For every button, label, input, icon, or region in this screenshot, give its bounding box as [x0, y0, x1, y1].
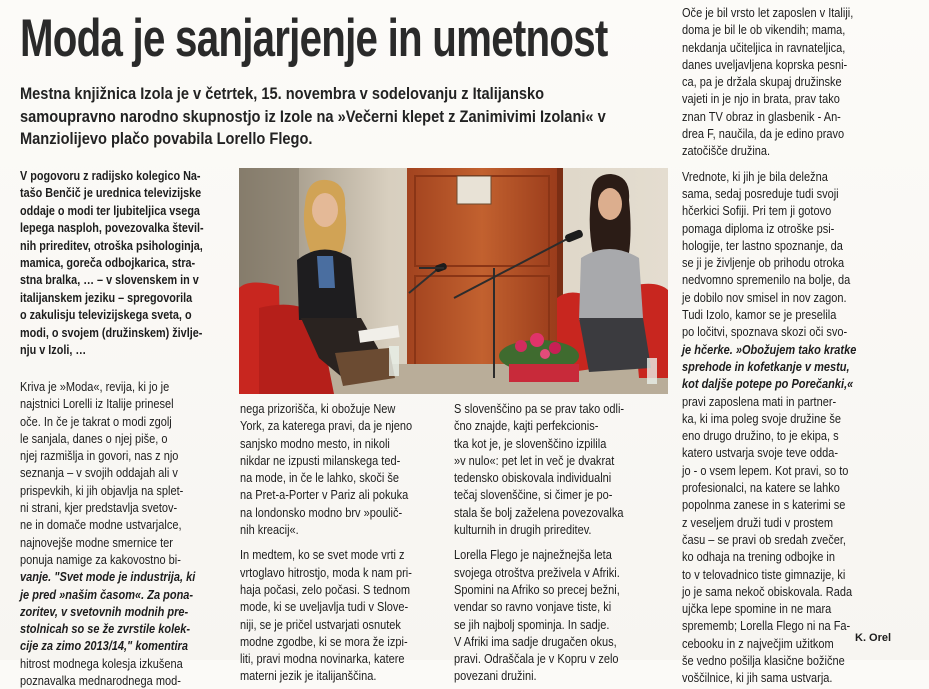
- lead-line: samoupravno narodno skupnostjo iz Izole na »Večerni klepet z Zanimivimi Izolani« v: [20, 106, 606, 126]
- article-line: Spomini na Afriko so precej bežni,: [454, 581, 620, 597]
- article-line: sama, sedaj posreduje tudi svoji: [682, 185, 839, 201]
- article-line: Oče je bil vrsto let zaposlen v Italiji,: [682, 5, 854, 20]
- article-line: eno drugo družino, to je ekipa, s: [682, 428, 839, 444]
- article-line: je dobilo nov smisel in nov zagon.: [682, 289, 847, 305]
- article-line: mode, ki se uveljavlja tudi v Slove-: [240, 599, 409, 615]
- article-line: voščilnice, ki jih sama ustvarja.: [682, 670, 833, 686]
- article-line: po ločitvi, spoznava skozi oči svo-: [682, 324, 848, 340]
- article-line: na mode, in če le lahko, skoči še: [240, 470, 400, 486]
- article-line: ko odhaja na trening odbojke in: [682, 549, 835, 565]
- article-line: nih kreacij«.: [240, 522, 299, 538]
- article-line: hologije, ter lastno spoznanje, da: [682, 237, 843, 253]
- headline: Moda je sanjarjenje in umetnost: [20, 9, 608, 68]
- article-line: poznavalka mednarodnega mod-: [20, 673, 181, 689]
- article-line: kulturnih in drugih prireditev.: [454, 522, 592, 538]
- article-column-4: [682, 4, 922, 687]
- interview-photo: [239, 168, 668, 394]
- article-line: sprehode in kofetkanje v mestu,: [682, 358, 850, 374]
- article-line: se ji je življenje ob prihodu otroka: [682, 255, 845, 271]
- article-line: Lorella Flego je najnežnejša leta: [454, 547, 612, 563]
- paragraph-gap: [454, 538, 664, 546]
- article-line: modne zgodbe, ki se mora že izpi-: [240, 633, 408, 649]
- article-line: liti, pravi modna novinarka, katere: [240, 651, 405, 667]
- article-line: niji, se je pričel ustvarjati osnutek: [240, 616, 401, 632]
- article-line: zoritev, v svetovnih modnih pre-: [20, 603, 189, 619]
- article-line: oče. In če je takrat o modi zgolj: [20, 413, 172, 429]
- article-line: ne in domače modne ustvarjalce,: [20, 517, 182, 533]
- article-line: sanjsko modno mesto, in nikoli: [240, 435, 390, 451]
- article-line: je hčerke. »Obožujem tako kratke: [682, 341, 857, 357]
- intro-line: modi, o svojem (družinskem) življe-: [20, 325, 203, 340]
- article-line: tedensko obiskovala individualni: [454, 470, 612, 486]
- intro-line: nju v Izoli, …: [20, 343, 87, 358]
- article-line: le sanjala, danes o njej piše, o: [20, 430, 168, 446]
- article-line: pravi zaposlena mati in partner-: [682, 393, 837, 409]
- article-line: cebooku in z največjim užitkom: [682, 635, 834, 651]
- article-line: najnovejše modne smernice ter: [20, 534, 173, 550]
- lead-paragraph: [20, 83, 660, 151]
- article-line: je pred »našim časom«. Za pona-: [20, 586, 194, 602]
- article-line: nikdar ne izpusti milanskega ted-: [240, 452, 401, 468]
- article-line: Vrednote, ki jih je bila deležna: [682, 168, 828, 184]
- article-line: najstnici Lorelli iz Italije prinesel: [20, 396, 174, 412]
- article-line: stala še bolj zaželena povezovalka: [454, 504, 624, 520]
- intro-line: stna bralka, … – v slovenskem in v: [20, 273, 199, 288]
- article-line: znan TV obraz in glasbenik - An-: [682, 108, 841, 124]
- article-line: pravi. Odraščala je v Kopru v zelo: [454, 651, 619, 667]
- article-line: to v telovadnico tiste gimnazije, ki: [682, 566, 846, 582]
- intro-line: V pogovoru z radijsko kolegico Na-: [20, 169, 201, 183]
- article-line: jo je sama nekoč obiskovala. Rada: [682, 583, 853, 599]
- article-line: času – se pravi ob sredah zvečer,: [682, 531, 846, 547]
- article-line: nekdanja učiteljica in ravnateljica,: [682, 39, 846, 55]
- intro-line: tašo Benčič je urednica televizijske: [20, 186, 202, 201]
- article-line: tečaj slovenščine, si čimer je po-: [454, 487, 613, 503]
- article-line: vanje. "Svet mode je industrija, ki: [20, 569, 196, 585]
- article-line: pomaga diploma iz otroške psi-: [682, 220, 835, 236]
- paragraph-gap: [240, 538, 440, 546]
- article-line: z veseljem druži tudi v prostem: [682, 514, 834, 530]
- paragraph-gap: [682, 160, 922, 168]
- article-line: njej razmišlja in govori, nas z njo: [20, 448, 179, 464]
- article-line: popolnma zanese in s katerimi se: [682, 497, 846, 513]
- article-line: cije za zimo 2013/14," komentira: [20, 638, 188, 654]
- article-line: V Afriki ima sadje drugačen okus,: [454, 633, 617, 649]
- article-line: materni jezik je italijanščina.: [240, 668, 377, 684]
- article-line: na londonsko modno brv »poulič-: [240, 504, 403, 520]
- article-line: hitrost modnega kolesja izkušena: [20, 655, 183, 671]
- article-line: ponuja namige za kakovostno bi-: [20, 551, 181, 567]
- article-line: Kriva je »Moda«, revija, ki jo je: [20, 379, 170, 394]
- intro-line: italijanskem jeziku – spregovorila: [20, 290, 193, 305]
- article-line: na Pret-a-Porter v Pariz ali pokuka: [240, 487, 409, 503]
- article-line: ujčka lepe spomine in ne mara: [682, 601, 832, 617]
- article-line: profesionalci, na katere se lahko: [682, 480, 840, 496]
- article-line: S slovenščino pa se prav tako odli-: [454, 401, 625, 416]
- article-line: Tudi Izolo, kamor se je preselila: [682, 307, 837, 323]
- intro-line: lepega nasploh, povezovalka števil-: [20, 221, 204, 236]
- article-line: zatočišče družina.: [682, 143, 771, 159]
- article-line: tka kot je, je slovenščino izpilila: [454, 435, 607, 451]
- lead-line: Mestna knjižnica Izola je v četrtek, 15. novembra v sodelovanju z Italijansko: [20, 84, 545, 103]
- article-line: vendar so ravno vonjave tiste, ki: [454, 599, 612, 615]
- article-line: danes uveljavljena koprska pesni-: [682, 56, 848, 72]
- intro-line: oddaje o modi ter ljubiteljica vsega: [20, 203, 200, 218]
- intro-paragraph: [20, 168, 240, 359]
- article-line: sprememb; Lorella Flego ni na Fa-: [682, 618, 851, 634]
- article-column-1: [20, 370, 240, 689]
- article-line: vajeti in je njo in brata, prav tako: [682, 91, 840, 107]
- article-line: ka, ki ima poleg svoje družine še: [682, 410, 842, 426]
- article-line: drea F, naučila, da je edino pravo: [682, 126, 845, 142]
- intro-line: nih prireditev, otroška psihologinja,: [20, 238, 203, 253]
- article-line: povezani družini.: [454, 668, 537, 684]
- paragraph-gap: [20, 370, 240, 378]
- article-line: stolnicah so se že zvrstile kolek-: [20, 621, 191, 637]
- article-line: haja počasi, zelo počasi. S tednom: [240, 581, 411, 597]
- article-line: kot daljše potepe po Porečanki,«: [682, 376, 854, 392]
- article-line: doma je bil le ob vikendih; mama,: [682, 22, 846, 38]
- article-line: hčerkici Sofiji. Pri tem ji gotovo: [682, 203, 832, 219]
- author-byline: K. Orel: [855, 632, 892, 644]
- article-line: In medtem, ko se svet mode vrti z: [240, 547, 405, 563]
- article-line: York, za katerega pravi, da je njeno: [240, 418, 413, 434]
- article-line: še vedno pošilja klasične božične: [682, 652, 845, 668]
- article-line: čno znajde, kajti perfekcionis-: [454, 418, 599, 434]
- intro-line: o zakulisju televizijskega sveta, o: [20, 308, 192, 323]
- article-line: nedvomno spremenilo na bolje, da: [682, 272, 851, 288]
- article-line: vrtoglavo hitrostjo, moda k nam pri-: [240, 564, 412, 580]
- article-line: ca, pa je držala skupaj družinske: [682, 74, 842, 90]
- article-line: se jih najbolj spominja. In sadje.: [454, 616, 610, 632]
- article-column-3: [454, 400, 664, 685]
- article-line: ni strani, kjer predstavlja svetov-: [20, 500, 178, 516]
- lead-line: Manziolijevo plačo povabila Lorello Flego.: [20, 129, 313, 148]
- article-line: jo - o vsem lepem. Kot pravi, so to: [682, 462, 849, 478]
- article-line: nega prizorišča, ki obožuje New: [240, 401, 396, 416]
- intro-line: mamica, goreča odbojkarica, stra-: [20, 256, 196, 271]
- article-line: »v nulo«: pet let in več je dvakrat: [454, 452, 615, 468]
- article-column-2: [240, 400, 440, 685]
- article-line: seznanja – v svojih oddajah ali v: [20, 465, 178, 481]
- article-line: svojega otroštva preživela v Afriki.: [454, 564, 620, 580]
- interview-photo-illustration: [239, 168, 668, 394]
- article-line: prispevkih, ki jih objavlja na splet-: [20, 482, 184, 498]
- article-line: katero ustvarja svoje teve odda-: [682, 445, 838, 461]
